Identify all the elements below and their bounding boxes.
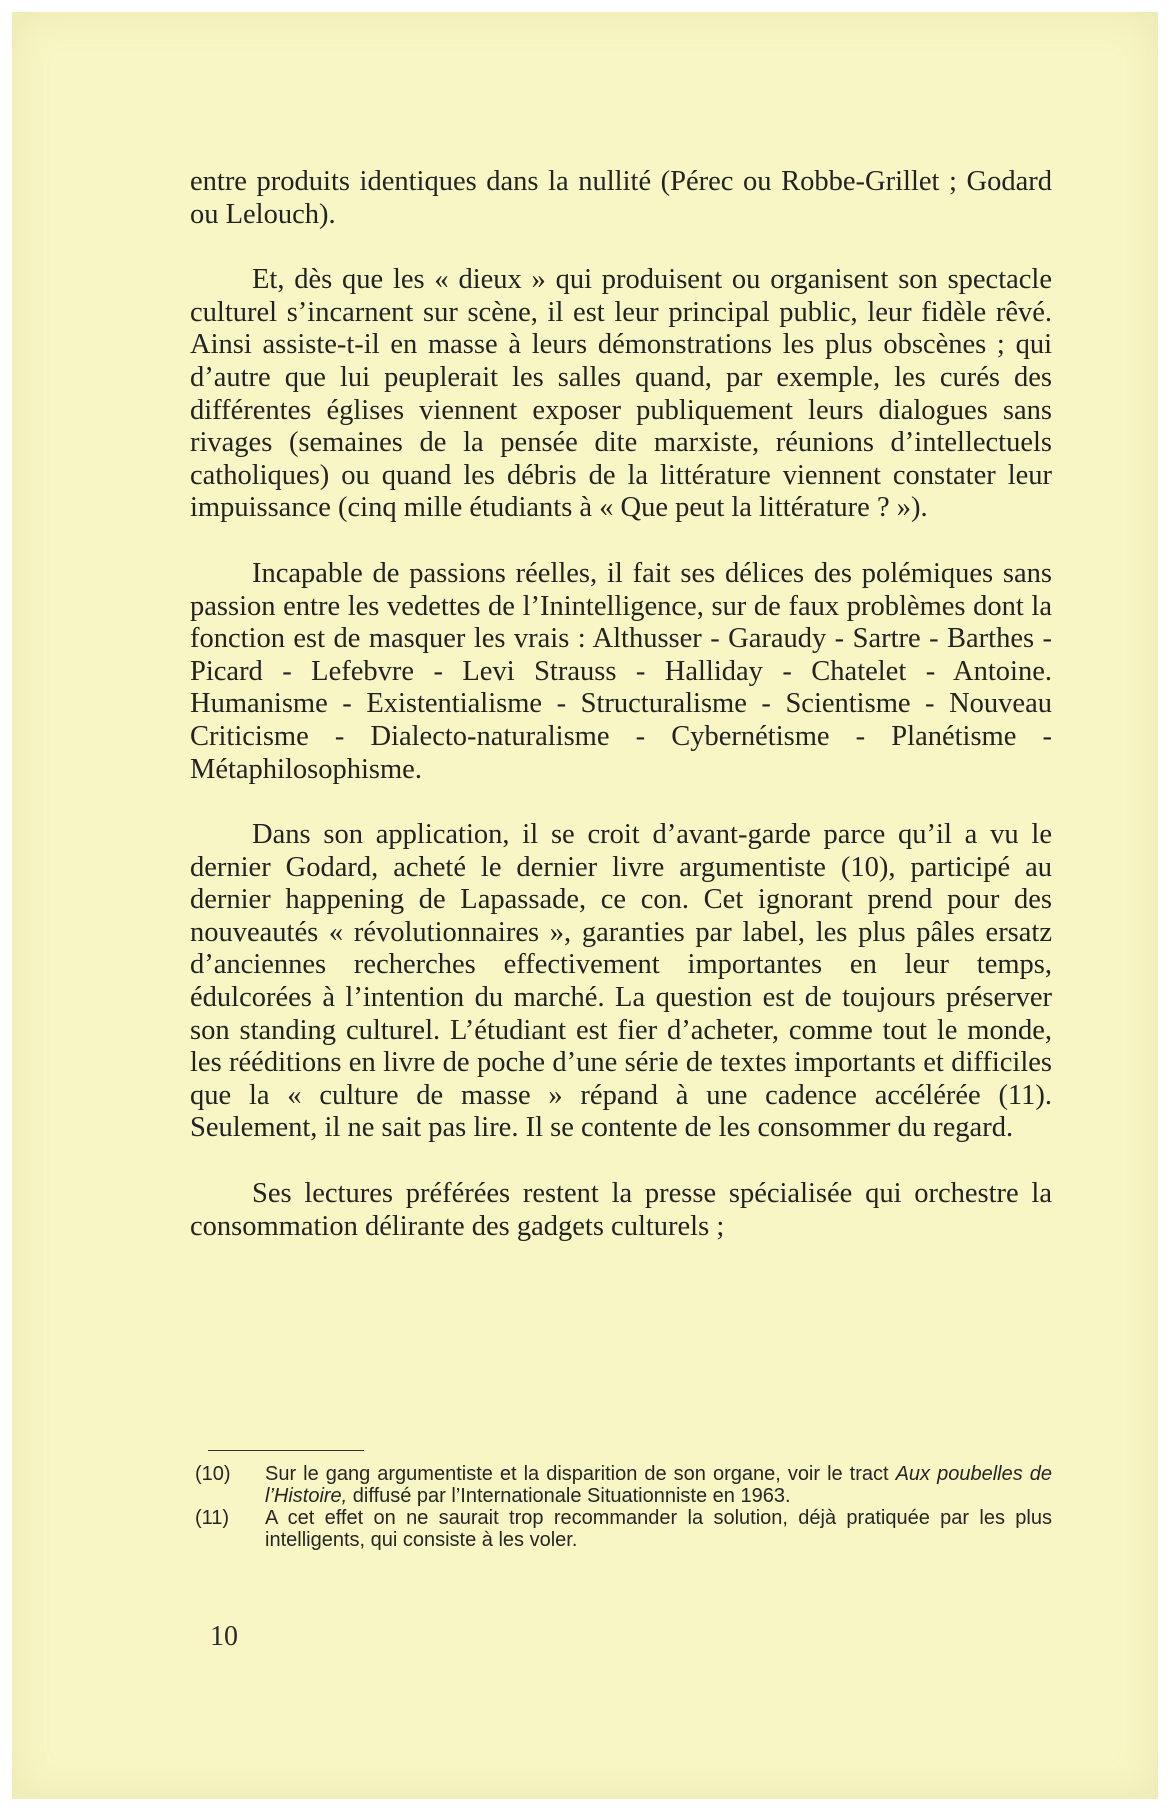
footnote-text-part: diffusé par l’Internationale Situationniste en 1963. <box>347 1484 791 1507</box>
body-text <box>190 166 1052 1276</box>
footnote-number: (11) <box>195 1507 230 1529</box>
page-number: 10 <box>210 1621 238 1652</box>
footnote-11 <box>195 1508 1052 1551</box>
footnote-italic-title: Aux poubelles de l’Histoire, <box>265 1463 1052 1507</box>
footnote-text: A cet effet on ne saurait trop recommander la solution, déjà pratiquée par les plus intelligents, qui consiste à les voler. <box>265 1507 1052 1551</box>
footnote-divider <box>208 1450 364 1451</box>
book-page <box>12 12 1158 1799</box>
paragraph-3: Incapable de passions réelles, il fait ses délices des polémiques sans passion entre les vedettes de l’Inintelligence, sur de faux problèmes dont la fonction est de masquer les vrais : Althusser - Garaudy - Sartre - Barthes - Picard - Lefebvre - Levi Strauss - Halliday - Chatelet - Antoine. Humanisme - Existentialisme - Structuralisme - Scientisme - Nouveau Criticisme - Dialecto-naturalisme - Cybernétisme - Planétisme - Métaphilosophisme. <box>190 557 1052 785</box>
footnote-10 <box>195 1464 1052 1507</box>
footnote-number: (10) <box>195 1463 231 1485</box>
footnote-text-part: Sur le gang argumentiste et la disparition de son organe, voir le tract <box>265 1463 896 1485</box>
paragraph-5: Ses lectures préférées restent la presse spécialisée qui orchestre la consommation délirante des gadgets culturels ; <box>190 1178 1052 1242</box>
footnote-text <box>265 1464 1052 1507</box>
paragraph-4: Dans son application, il se croit d’avant-garde parce qu’il a vu le dernier Godard, acheté le dernier livre argumentiste (10), participé au dernier happening de Lapassade, ce con. Cet ignorant prend pour des nouveautés « révolutionnaires », garanties par label, les plus pâles ersatz d’anciennes recherches effectivement importantes en leur temps, édulcorées à l’intention du marché. La question est de toujours préserver son standing culturel. L’étudiant est fier d’acheter, comme tout le monde, les rééditions en livre de poche d’une série de textes importants et difficiles que la « culture de masse » répand à une cadence accélérée (11). Seulement, il ne sait pas lire. Il se contente de les consommer du regard. <box>190 819 1052 1144</box>
paragraph-2: Et, dès que les « dieux » qui produisent ou organisent son spectacle culturel s’incarnent sur scène, il est leur principal public, leur fidèle rêvé. Ainsi assiste-t-il en masse à leurs démonstrations les plus obscènes ; qui d’autre que lui peuplerait les salles quand, par exemple, les curés des différentes églises viennent exposer publiquement leurs dialogues sans rivages (semaines de la pensée dite marxiste, réunions d’intellectuels catholiques) ou quand les débris de la littérature viennent constater leur impuissance (cinq mille étudiants à « Que peut la littérature ? »). <box>190 264 1052 524</box>
footnotes <box>195 1464 1052 1552</box>
paragraph-1: entre produits identiques dans la nullité (Pérec ou Robbe-Grillet ; Godard ou Lelouch). <box>190 166 1052 230</box>
